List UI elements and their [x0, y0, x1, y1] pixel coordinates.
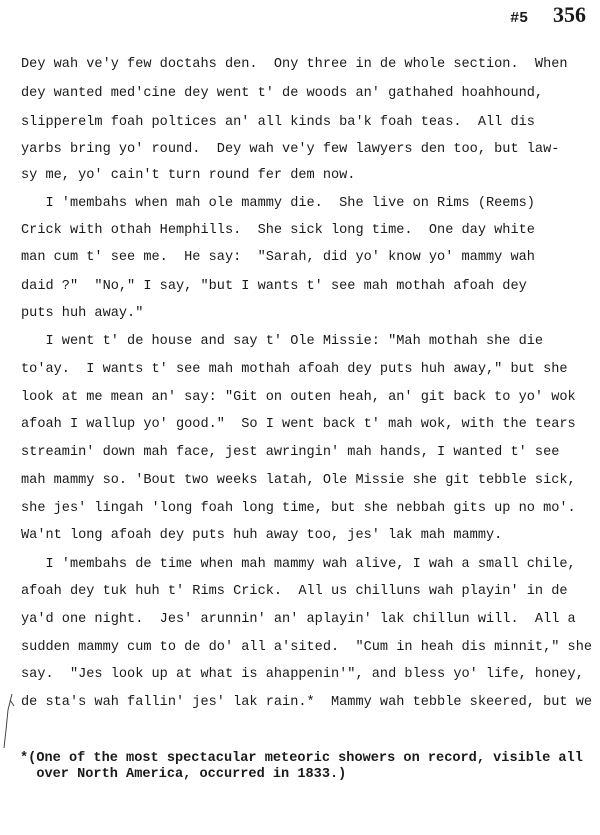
body-line: afoah dey tuk huh t' Rims Crick. All us chilluns wah playin' in de: [21, 584, 568, 599]
body-line: puts huh away.": [21, 306, 144, 321]
body-line: mah mammy so. 'Bout two weeks latah, Ole Missie she git tebble sick,: [21, 473, 576, 488]
body-line: I went t' de house and say t' Ole Missie: "Mah mothah she die: [21, 334, 544, 349]
body-line: she jes' lingah 'long foah long time, but she nebbah gits up no mo'.: [21, 501, 576, 516]
body-line: look at me mean an' say: "Git on outen heah, an' git back to yo' wok: [21, 390, 576, 405]
body-line: daid ?" "No," I say, "but I wants t' see mah mothah afoah dey: [21, 279, 527, 294]
body-line: yarbs bring yo' round. Dey wah ve'y few lawyers den too, but law-: [21, 142, 560, 157]
body-line: I 'membahs when mah ole mammy die. She live on Rims (Reems): [21, 196, 535, 211]
body-line: sudden mammy cum to de do' all a'sited. "Cum in heah dis minnit," she: [21, 640, 593, 655]
body-line: de sta's wah fallin' jes' lak rain.* Mammy wah tebble skeered, but we: [21, 695, 593, 710]
body-line: sy me, yo' cain't turn round fer dem now.: [21, 168, 356, 183]
body-line: afoah I wallup yo' good." So I went back t' mah wok, with the tears: [21, 417, 576, 432]
body-line: say. "Jes look up at what is ahappenin'", and bless yo' life, honey,: [21, 667, 584, 682]
body-line: Wa'nt long afoah dey puts huh away too, jes' lak mah mammy.: [21, 528, 503, 543]
body-line: I 'membahs de time when mah mammy wah alive, I wah a small chile,: [21, 557, 576, 572]
body-line: Crick with othah Hemphills. She sick long time. One day white: [21, 223, 535, 238]
page-number: 356: [553, 2, 586, 27]
margin-pencil-mark: [2, 690, 20, 750]
body-line: dey wanted med'cine dey went t' de woods an' gathahed hoahhound,: [21, 86, 544, 101]
section-marker: #5: [510, 10, 529, 27]
body-line: slipperelm foah poltices an' all kinds ba'k foah teas. All dis: [21, 115, 535, 130]
body-line: streamin' down mah face, jest awringin' mah hands, I wanted t' see: [21, 445, 560, 460]
footnote-line: over North America, occurred in 1833.): [20, 767, 347, 782]
body-line: man cum t' see me. He say: "Sarah, did yo' know yo' mammy wah: [21, 250, 535, 265]
body-line: Dey wah ve'y few doctahs den. Ony three in de whole section. When: [21, 57, 568, 72]
body-line: to'ay. I wants t' see mah mothah afoah dey puts huh away," but she: [21, 362, 568, 377]
body-line: ya'd one night. Jes' arunnin' an' aplayin' lak chillun will. All a: [21, 612, 576, 627]
page-header: [510, 2, 586, 28]
footnote-line: *(One of the most spectacular meteoric showers on record, visible all: [20, 751, 583, 766]
